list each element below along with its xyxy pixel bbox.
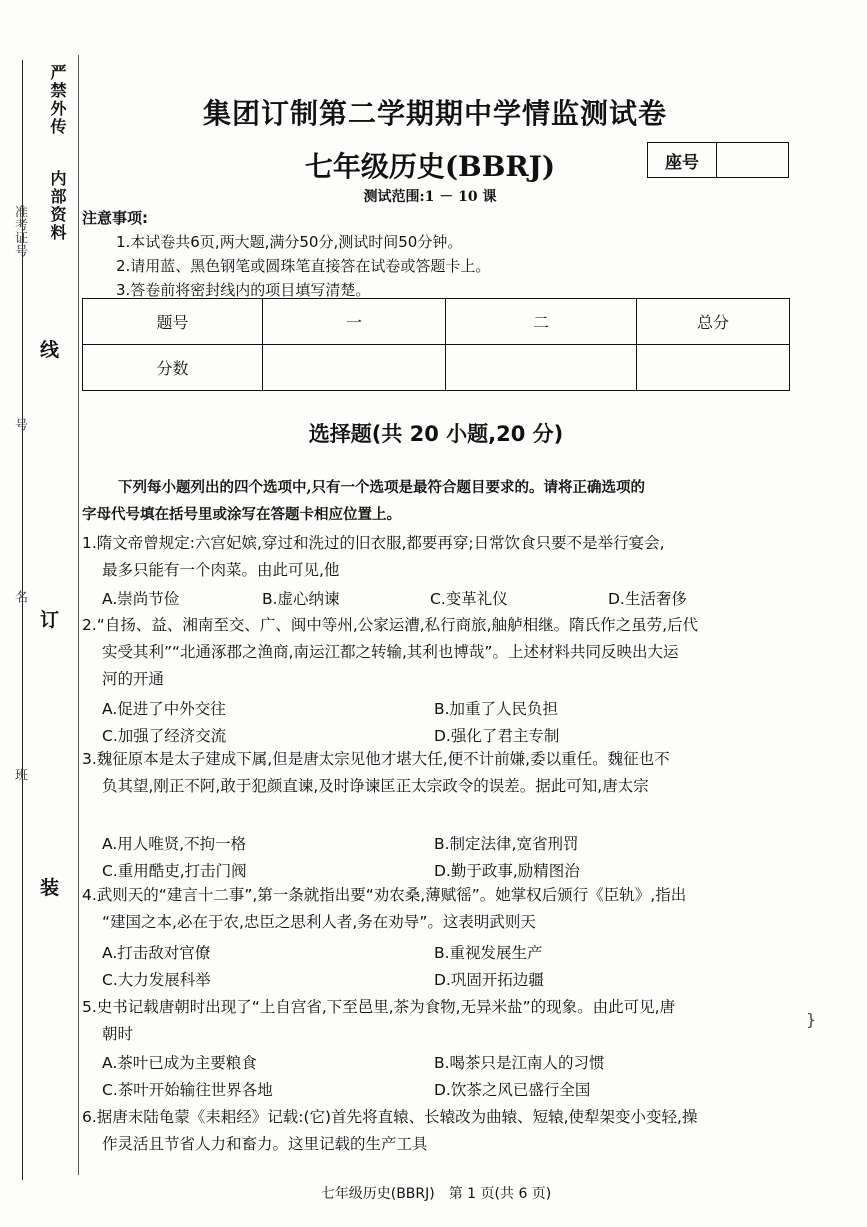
option-d[interactable]: D.强化了君主专制 xyxy=(434,727,560,745)
option-c[interactable]: C.加强了经济交流 xyxy=(102,727,227,745)
test-range: 测试范围:1 － 10 课 xyxy=(363,189,497,205)
score-header-cell: 总分 xyxy=(637,299,790,345)
score-row-label: 分数 xyxy=(83,345,263,391)
binding-pack-word: 装 xyxy=(40,877,60,899)
option-a[interactable]: A.茶叶已成为主要粮食 xyxy=(102,1054,257,1072)
question-text: 作灵活且节省人力和畜力。这里记载的生产工具 xyxy=(102,1135,428,1153)
question-2 xyxy=(82,612,794,693)
binding-fragment: 号 xyxy=(12,418,27,431)
notice-item: 3.答卷前将密封线内的项目填写清楚。 xyxy=(116,281,371,299)
question-text: “建国之本,必在于农,忠臣之思利人者,务在劝导”。这表明武则天 xyxy=(102,913,536,931)
question-text: 负其望,刚正不阿,敢于犯颜直谏,及时诤谏匡正太宗政令的误差。据此可知,唐太宗 xyxy=(102,777,649,795)
score-table-row xyxy=(83,345,790,391)
notice-item: 1.本试卷共6页,两大题,满分50分,测试时间50分钟。 xyxy=(116,233,463,251)
question-text: 3.魏征原本是太子建成下属,但是唐太宗见他才堪大任,便不计前嫌,委以重任。魏征也不 xyxy=(82,750,670,768)
option-c[interactable]: C.大力发展科举 xyxy=(102,971,211,989)
option-b[interactable]: B.制定法律,宽省刑罚 xyxy=(434,835,579,853)
question-5 xyxy=(82,994,794,1048)
option-a[interactable]: A.促进了中外交往 xyxy=(102,700,226,718)
option-c[interactable]: C.重用酷吏,打击门阀 xyxy=(102,862,247,880)
option-a[interactable]: A.崇尚节俭 xyxy=(102,590,180,608)
exam-subtitle: 七年级历史(BBRJ) xyxy=(304,150,556,183)
exam-title: 集团订制第二学期期中学情监测试卷 xyxy=(202,97,667,130)
score-cell[interactable] xyxy=(637,345,790,391)
binding-side-text: 内部资料 xyxy=(48,170,67,242)
question-text: 6.据唐末陆龟蒙《耒耜经》记载:(它)首先将直辕、长辕改为曲辕、短辕,使犁架变小变轻,操 xyxy=(82,1108,698,1126)
question-text: 最多只能有一个肉菜。由此可见,他 xyxy=(102,561,340,579)
margin-mark: } xyxy=(806,1010,817,1029)
score-cell[interactable] xyxy=(263,345,446,391)
option-b[interactable]: B.虚心纳谏 xyxy=(262,590,340,608)
section-instruction: 字母代号填在括号里或涂写在答题卡相应位置上。 xyxy=(82,506,401,523)
binding-line-word: 线 xyxy=(40,339,60,361)
question-text: 1.隋文帝曾规定:六宫妃嫔,穿过和洗过的旧衣服,都要再穿;日常饮食只要不是举行宴会, xyxy=(82,534,665,552)
score-header-cell: 二 xyxy=(446,299,637,345)
question-text: 河的开通 xyxy=(102,670,165,688)
option-b[interactable]: B.加重了人民负担 xyxy=(434,700,559,718)
notice-item: 2.请用蓝、黑色钢笔或圆珠笔直接答在试卷或答题卡上。 xyxy=(116,257,491,275)
notice-title: 注意事项: xyxy=(82,209,148,227)
option-d[interactable]: D.勤于政事,励精图治 xyxy=(434,862,580,880)
binding-order-word: 订 xyxy=(40,609,60,631)
score-header-cell: 题号 xyxy=(83,299,263,345)
question-text: 4.武则天的“建言十二事”,第一条就指出要“劝农桑,薄赋徭”。她掌权后颁行《臣轨》,指出 xyxy=(82,886,687,904)
question-text: 朝时 xyxy=(102,1025,134,1043)
option-a[interactable]: A.打击敌对官僚 xyxy=(102,944,211,962)
option-b[interactable]: B.重视发展生产 xyxy=(434,944,543,962)
score-header-cell: 一 xyxy=(263,299,446,345)
binding-top-text: 严禁外传 xyxy=(48,64,67,136)
question-text: 实受其利”“北通涿郡之渔商,南运江都之转输,其利也博哉”。上述材料共同反映出大运 xyxy=(102,643,679,661)
question-6 xyxy=(82,1104,794,1158)
seat-value xyxy=(717,143,788,177)
score-table-header-row xyxy=(83,299,790,345)
option-c[interactable]: C.变革礼仪 xyxy=(430,590,508,608)
question-3 xyxy=(82,746,794,800)
option-d[interactable]: D.饮茶之风已盛行全国 xyxy=(434,1081,591,1099)
page-footer: 七年级历史(BBRJ) 第 1 页(共 6 页) xyxy=(320,1186,552,1202)
option-d[interactable]: D.生活奢侈 xyxy=(608,590,687,608)
question-text: 2.“自扬、益、湘南至交、广、闽中等州,公家运漕,私行商旅,舳舻相继。隋氏作之虽劳,后代 xyxy=(82,616,699,634)
question-4 xyxy=(82,882,794,936)
section-instruction: 下列每小题列出的四个选项中,只有一个选项是最符合题目要求的。请将正确选项的 xyxy=(118,479,646,496)
seat-box xyxy=(647,142,789,178)
seat-label: 座号 xyxy=(648,143,717,177)
binding-fragment: 名 xyxy=(12,590,27,603)
score-cell[interactable] xyxy=(446,345,637,391)
question-1 xyxy=(82,530,794,584)
option-c[interactable]: C.茶叶开始输往世界各地 xyxy=(102,1081,273,1099)
binding-fragment: 准考证号 xyxy=(12,205,27,257)
option-b[interactable]: B.喝茶只是江南人的习惯 xyxy=(434,1054,605,1072)
option-a[interactable]: A.用人唯贤,不拘一格 xyxy=(102,835,247,853)
score-table xyxy=(82,298,790,391)
question-text: 5.史书记载唐朝时出现了“上自宫省,下至邑里,茶为食物,无异米盐”的现象。由此可见,唐 xyxy=(82,998,676,1016)
option-d[interactable]: D.巩固开拓边疆 xyxy=(434,971,544,989)
section-title: 选择题(共 20 小题,20 分) xyxy=(308,422,564,446)
margin-rule xyxy=(78,55,79,1175)
binding-fragment: 班 xyxy=(12,768,27,781)
